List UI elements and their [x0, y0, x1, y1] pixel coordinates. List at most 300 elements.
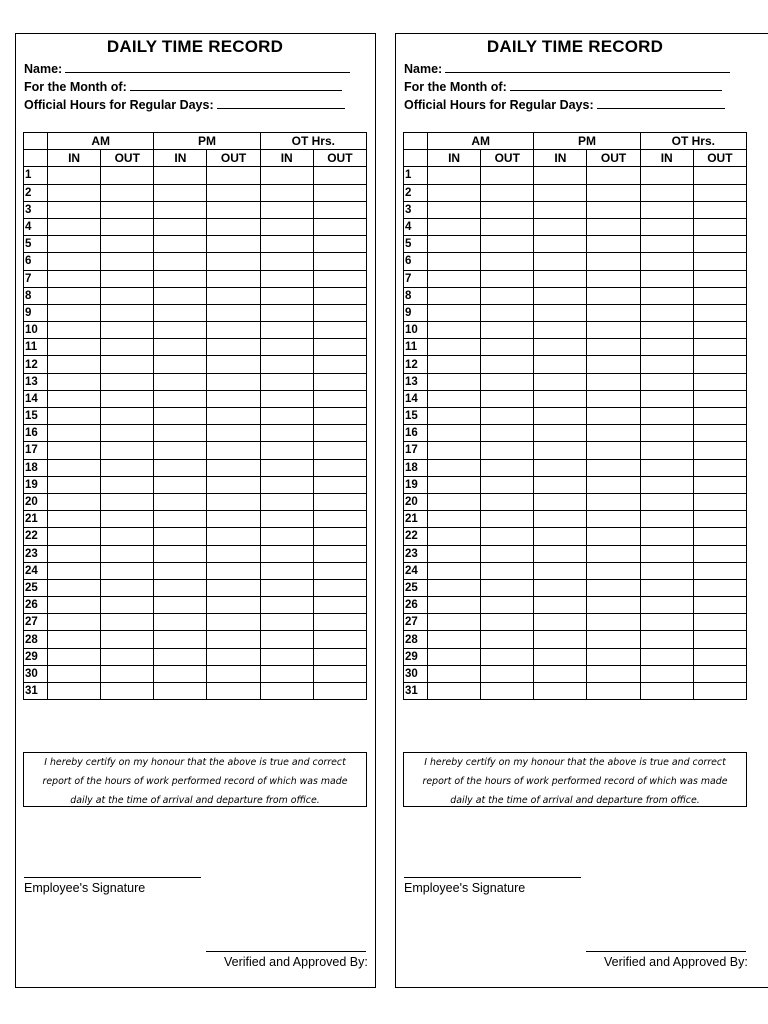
time-entry-cell[interactable]: [207, 631, 260, 648]
time-entry-cell[interactable]: [481, 545, 534, 562]
time-entry-cell[interactable]: [481, 511, 534, 528]
time-entry-cell[interactable]: [640, 253, 693, 270]
time-entry-cell[interactable]: [313, 545, 366, 562]
time-entry-cell[interactable]: [260, 390, 313, 407]
time-entry-cell[interactable]: [534, 442, 587, 459]
time-entry-cell[interactable]: [587, 304, 640, 321]
time-entry-cell[interactable]: [587, 528, 640, 545]
time-entry-cell[interactable]: [154, 339, 207, 356]
time-entry-cell[interactable]: [48, 270, 101, 287]
time-entry-cell[interactable]: [101, 597, 154, 614]
time-entry-cell[interactable]: [48, 322, 101, 339]
time-entry-cell[interactable]: [207, 562, 260, 579]
time-entry-cell[interactable]: [640, 356, 693, 373]
time-entry-cell[interactable]: [154, 493, 207, 510]
time-entry-cell[interactable]: [154, 579, 207, 596]
time-entry-cell[interactable]: [534, 545, 587, 562]
time-entry-cell[interactable]: [313, 167, 366, 184]
time-entry-cell[interactable]: [101, 304, 154, 321]
time-entry-cell[interactable]: [693, 648, 746, 665]
time-entry-cell[interactable]: [101, 253, 154, 270]
time-entry-cell[interactable]: [313, 253, 366, 270]
time-entry-cell[interactable]: [313, 322, 366, 339]
time-entry-cell[interactable]: [587, 665, 640, 682]
time-entry-cell[interactable]: [587, 476, 640, 493]
time-entry-cell[interactable]: [587, 614, 640, 631]
time-entry-cell[interactable]: [693, 511, 746, 528]
time-entry-cell[interactable]: [207, 167, 260, 184]
time-entry-cell[interactable]: [534, 322, 587, 339]
time-entry-cell[interactable]: [693, 253, 746, 270]
time-entry-cell[interactable]: [313, 665, 366, 682]
time-entry-cell[interactable]: [48, 184, 101, 201]
time-entry-cell[interactable]: [481, 322, 534, 339]
time-entry-cell[interactable]: [313, 562, 366, 579]
time-entry-cell[interactable]: [693, 425, 746, 442]
time-entry-cell[interactable]: [154, 408, 207, 425]
time-entry-cell[interactable]: [587, 322, 640, 339]
time-entry-cell[interactable]: [693, 665, 746, 682]
time-entry-cell[interactable]: [101, 218, 154, 235]
time-entry-cell[interactable]: [640, 167, 693, 184]
time-entry-cell[interactable]: [640, 287, 693, 304]
time-entry-cell[interactable]: [534, 476, 587, 493]
time-entry-cell[interactable]: [587, 459, 640, 476]
time-entry-cell[interactable]: [640, 322, 693, 339]
official-hours-blank-line[interactable]: [217, 98, 345, 109]
time-entry-cell[interactable]: [101, 579, 154, 596]
time-entry-cell[interactable]: [587, 631, 640, 648]
time-entry-cell[interactable]: [534, 579, 587, 596]
time-entry-cell[interactable]: [640, 614, 693, 631]
time-entry-cell[interactable]: [48, 562, 101, 579]
time-entry-cell[interactable]: [48, 476, 101, 493]
time-entry-cell[interactable]: [481, 304, 534, 321]
time-entry-cell[interactable]: [207, 493, 260, 510]
time-entry-cell[interactable]: [534, 253, 587, 270]
time-entry-cell[interactable]: [154, 236, 207, 253]
time-entry-cell[interactable]: [534, 597, 587, 614]
time-entry-cell[interactable]: [428, 511, 481, 528]
time-entry-cell[interactable]: [260, 476, 313, 493]
time-entry-cell[interactable]: [101, 201, 154, 218]
time-entry-cell[interactable]: [260, 545, 313, 562]
time-entry-cell[interactable]: [260, 201, 313, 218]
time-entry-cell[interactable]: [428, 201, 481, 218]
time-entry-cell[interactable]: [260, 184, 313, 201]
time-entry-cell[interactable]: [101, 339, 154, 356]
time-entry-cell[interactable]: [481, 648, 534, 665]
time-entry-cell[interactable]: [693, 287, 746, 304]
time-entry-cell[interactable]: [101, 322, 154, 339]
time-entry-cell[interactable]: [587, 579, 640, 596]
time-entry-cell[interactable]: [260, 408, 313, 425]
time-entry-cell[interactable]: [428, 218, 481, 235]
time-entry-cell[interactable]: [640, 201, 693, 218]
time-entry-cell[interactable]: [640, 562, 693, 579]
time-entry-cell[interactable]: [101, 373, 154, 390]
time-entry-cell[interactable]: [207, 597, 260, 614]
time-entry-cell[interactable]: [207, 545, 260, 562]
time-entry-cell[interactable]: [534, 218, 587, 235]
time-entry-cell[interactable]: [534, 184, 587, 201]
time-entry-cell[interactable]: [48, 648, 101, 665]
time-entry-cell[interactable]: [428, 322, 481, 339]
time-entry-cell[interactable]: [260, 511, 313, 528]
time-entry-cell[interactable]: [48, 167, 101, 184]
time-entry-cell[interactable]: [693, 528, 746, 545]
time-entry-cell[interactable]: [313, 270, 366, 287]
time-entry-cell[interactable]: [534, 339, 587, 356]
time-entry-cell[interactable]: [640, 476, 693, 493]
time-entry-cell[interactable]: [48, 631, 101, 648]
time-entry-cell[interactable]: [207, 287, 260, 304]
time-entry-cell[interactable]: [481, 201, 534, 218]
time-entry-cell[interactable]: [260, 683, 313, 700]
time-entry-cell[interactable]: [101, 459, 154, 476]
time-entry-cell[interactable]: [481, 528, 534, 545]
time-entry-cell[interactable]: [154, 528, 207, 545]
time-entry-cell[interactable]: [101, 648, 154, 665]
time-entry-cell[interactable]: [534, 665, 587, 682]
time-entry-cell[interactable]: [587, 236, 640, 253]
time-entry-cell[interactable]: [207, 270, 260, 287]
time-entry-cell[interactable]: [428, 665, 481, 682]
time-entry-cell[interactable]: [481, 442, 534, 459]
time-entry-cell[interactable]: [48, 356, 101, 373]
time-entry-cell[interactable]: [640, 545, 693, 562]
time-entry-cell[interactable]: [640, 270, 693, 287]
time-entry-cell[interactable]: [640, 511, 693, 528]
time-entry-cell[interactable]: [693, 339, 746, 356]
employee-signature-line[interactable]: [404, 877, 581, 878]
time-entry-cell[interactable]: [313, 425, 366, 442]
name-blank-line[interactable]: [65, 62, 350, 73]
month-blank-line[interactable]: [510, 80, 722, 91]
time-entry-cell[interactable]: [48, 614, 101, 631]
time-entry-cell[interactable]: [48, 218, 101, 235]
month-blank-line[interactable]: [130, 80, 342, 91]
time-entry-cell[interactable]: [48, 201, 101, 218]
time-entry-cell[interactable]: [534, 493, 587, 510]
time-entry-cell[interactable]: [313, 493, 366, 510]
time-entry-cell[interactable]: [693, 631, 746, 648]
time-entry-cell[interactable]: [587, 683, 640, 700]
time-entry-cell[interactable]: [260, 648, 313, 665]
time-entry-cell[interactable]: [313, 408, 366, 425]
time-entry-cell[interactable]: [640, 648, 693, 665]
time-entry-cell[interactable]: [587, 287, 640, 304]
time-entry-cell[interactable]: [481, 665, 534, 682]
time-entry-cell[interactable]: [101, 442, 154, 459]
time-entry-cell[interactable]: [534, 648, 587, 665]
time-entry-cell[interactable]: [428, 390, 481, 407]
time-entry-cell[interactable]: [154, 270, 207, 287]
time-entry-cell[interactable]: [428, 562, 481, 579]
time-entry-cell[interactable]: [428, 631, 481, 648]
time-entry-cell[interactable]: [481, 476, 534, 493]
time-entry-cell[interactable]: [101, 683, 154, 700]
time-entry-cell[interactable]: [640, 218, 693, 235]
time-entry-cell[interactable]: [587, 373, 640, 390]
time-entry-cell[interactable]: [481, 683, 534, 700]
time-entry-cell[interactable]: [640, 631, 693, 648]
time-entry-cell[interactable]: [154, 442, 207, 459]
time-entry-cell[interactable]: [101, 287, 154, 304]
time-entry-cell[interactable]: [481, 287, 534, 304]
time-entry-cell[interactable]: [587, 545, 640, 562]
time-entry-cell[interactable]: [428, 476, 481, 493]
time-entry-cell[interactable]: [640, 373, 693, 390]
time-entry-cell[interactable]: [640, 493, 693, 510]
time-entry-cell[interactable]: [587, 597, 640, 614]
time-entry-cell[interactable]: [313, 287, 366, 304]
time-entry-cell[interactable]: [428, 545, 481, 562]
time-entry-cell[interactable]: [154, 665, 207, 682]
time-entry-cell[interactable]: [587, 493, 640, 510]
time-entry-cell[interactable]: [428, 683, 481, 700]
time-entry-cell[interactable]: [693, 167, 746, 184]
time-entry-cell[interactable]: [48, 665, 101, 682]
time-entry-cell[interactable]: [313, 511, 366, 528]
time-entry-cell[interactable]: [207, 528, 260, 545]
time-entry-cell[interactable]: [101, 356, 154, 373]
time-entry-cell[interactable]: [48, 425, 101, 442]
time-entry-cell[interactable]: [428, 373, 481, 390]
time-entry-cell[interactable]: [207, 253, 260, 270]
time-entry-cell[interactable]: [154, 184, 207, 201]
time-entry-cell[interactable]: [207, 304, 260, 321]
time-entry-cell[interactable]: [260, 287, 313, 304]
time-entry-cell[interactable]: [640, 184, 693, 201]
time-entry-cell[interactable]: [154, 218, 207, 235]
time-entry-cell[interactable]: [693, 408, 746, 425]
time-entry-cell[interactable]: [207, 236, 260, 253]
time-entry-cell[interactable]: [481, 459, 534, 476]
time-entry-cell[interactable]: [534, 390, 587, 407]
time-entry-cell[interactable]: [587, 408, 640, 425]
time-entry-cell[interactable]: [587, 201, 640, 218]
time-entry-cell[interactable]: [693, 356, 746, 373]
time-entry-cell[interactable]: [587, 390, 640, 407]
time-entry-cell[interactable]: [260, 562, 313, 579]
time-entry-cell[interactable]: [693, 373, 746, 390]
time-entry-cell[interactable]: [48, 511, 101, 528]
time-entry-cell[interactable]: [481, 631, 534, 648]
time-entry-cell[interactable]: [207, 201, 260, 218]
time-entry-cell[interactable]: [154, 631, 207, 648]
time-entry-cell[interactable]: [154, 253, 207, 270]
time-entry-cell[interactable]: [693, 304, 746, 321]
time-entry-cell[interactable]: [313, 373, 366, 390]
time-entry-cell[interactable]: [260, 528, 313, 545]
time-entry-cell[interactable]: [313, 597, 366, 614]
time-entry-cell[interactable]: [640, 390, 693, 407]
time-entry-cell[interactable]: [693, 597, 746, 614]
time-entry-cell[interactable]: [534, 373, 587, 390]
time-entry-cell[interactable]: [260, 167, 313, 184]
time-entry-cell[interactable]: [154, 614, 207, 631]
time-entry-cell[interactable]: [48, 528, 101, 545]
time-entry-cell[interactable]: [48, 339, 101, 356]
time-entry-cell[interactable]: [154, 562, 207, 579]
time-entry-cell[interactable]: [313, 476, 366, 493]
time-entry-cell[interactable]: [260, 339, 313, 356]
time-entry-cell[interactable]: [207, 511, 260, 528]
time-entry-cell[interactable]: [693, 614, 746, 631]
time-entry-cell[interactable]: [428, 339, 481, 356]
time-entry-cell[interactable]: [587, 270, 640, 287]
time-entry-cell[interactable]: [640, 683, 693, 700]
time-entry-cell[interactable]: [48, 408, 101, 425]
time-entry-cell[interactable]: [207, 373, 260, 390]
time-entry-cell[interactable]: [154, 511, 207, 528]
time-entry-cell[interactable]: [534, 562, 587, 579]
time-entry-cell[interactable]: [154, 597, 207, 614]
time-entry-cell[interactable]: [207, 648, 260, 665]
time-entry-cell[interactable]: [428, 648, 481, 665]
time-entry-cell[interactable]: [48, 545, 101, 562]
time-entry-cell[interactable]: [101, 476, 154, 493]
time-entry-cell[interactable]: [693, 201, 746, 218]
time-entry-cell[interactable]: [260, 631, 313, 648]
time-entry-cell[interactable]: [48, 236, 101, 253]
time-entry-cell[interactable]: [207, 322, 260, 339]
time-entry-cell[interactable]: [101, 408, 154, 425]
time-entry-cell[interactable]: [154, 545, 207, 562]
time-entry-cell[interactable]: [260, 579, 313, 596]
time-entry-cell[interactable]: [481, 218, 534, 235]
time-entry-cell[interactable]: [693, 270, 746, 287]
time-entry-cell[interactable]: [640, 459, 693, 476]
time-entry-cell[interactable]: [693, 390, 746, 407]
time-entry-cell[interactable]: [428, 493, 481, 510]
time-entry-cell[interactable]: [481, 270, 534, 287]
time-entry-cell[interactable]: [640, 597, 693, 614]
time-entry-cell[interactable]: [587, 184, 640, 201]
time-entry-cell[interactable]: [48, 579, 101, 596]
name-blank-line[interactable]: [445, 62, 730, 73]
time-entry-cell[interactable]: [313, 459, 366, 476]
time-entry-cell[interactable]: [534, 683, 587, 700]
time-entry-cell[interactable]: [101, 167, 154, 184]
time-entry-cell[interactable]: [534, 236, 587, 253]
time-entry-cell[interactable]: [48, 683, 101, 700]
time-entry-cell[interactable]: [207, 579, 260, 596]
time-entry-cell[interactable]: [693, 459, 746, 476]
time-entry-cell[interactable]: [154, 390, 207, 407]
time-entry-cell[interactable]: [640, 425, 693, 442]
time-entry-cell[interactable]: [428, 579, 481, 596]
employee-signature-line[interactable]: [24, 877, 201, 878]
time-entry-cell[interactable]: [693, 562, 746, 579]
time-entry-cell[interactable]: [693, 476, 746, 493]
time-entry-cell[interactable]: [428, 304, 481, 321]
time-entry-cell[interactable]: [481, 253, 534, 270]
time-entry-cell[interactable]: [313, 528, 366, 545]
time-entry-cell[interactable]: [48, 304, 101, 321]
time-entry-cell[interactable]: [587, 167, 640, 184]
time-entry-cell[interactable]: [207, 425, 260, 442]
time-entry-cell[interactable]: [428, 236, 481, 253]
time-entry-cell[interactable]: [48, 373, 101, 390]
time-entry-cell[interactable]: [48, 442, 101, 459]
time-entry-cell[interactable]: [481, 373, 534, 390]
time-entry-cell[interactable]: [428, 425, 481, 442]
time-entry-cell[interactable]: [207, 408, 260, 425]
time-entry-cell[interactable]: [534, 631, 587, 648]
time-entry-cell[interactable]: [154, 459, 207, 476]
time-entry-cell[interactable]: [207, 390, 260, 407]
time-entry-cell[interactable]: [313, 339, 366, 356]
time-entry-cell[interactable]: [640, 339, 693, 356]
time-entry-cell[interactable]: [207, 665, 260, 682]
time-entry-cell[interactable]: [101, 631, 154, 648]
time-entry-cell[interactable]: [101, 425, 154, 442]
time-entry-cell[interactable]: [260, 459, 313, 476]
time-entry-cell[interactable]: [481, 356, 534, 373]
time-entry-cell[interactable]: [640, 304, 693, 321]
time-entry-cell[interactable]: [101, 236, 154, 253]
time-entry-cell[interactable]: [693, 493, 746, 510]
time-entry-cell[interactable]: [48, 287, 101, 304]
time-entry-cell[interactable]: [207, 614, 260, 631]
time-entry-cell[interactable]: [313, 236, 366, 253]
time-entry-cell[interactable]: [428, 270, 481, 287]
time-entry-cell[interactable]: [693, 184, 746, 201]
time-entry-cell[interactable]: [207, 476, 260, 493]
time-entry-cell[interactable]: [154, 425, 207, 442]
time-entry-cell[interactable]: [48, 493, 101, 510]
time-entry-cell[interactable]: [260, 665, 313, 682]
time-entry-cell[interactable]: [48, 390, 101, 407]
time-entry-cell[interactable]: [587, 356, 640, 373]
time-entry-cell[interactable]: [313, 614, 366, 631]
time-entry-cell[interactable]: [260, 270, 313, 287]
time-entry-cell[interactable]: [428, 597, 481, 614]
time-entry-cell[interactable]: [428, 442, 481, 459]
time-entry-cell[interactable]: [48, 597, 101, 614]
time-entry-cell[interactable]: [313, 356, 366, 373]
time-entry-cell[interactable]: [313, 218, 366, 235]
time-entry-cell[interactable]: [481, 579, 534, 596]
time-entry-cell[interactable]: [48, 459, 101, 476]
time-entry-cell[interactable]: [640, 236, 693, 253]
time-entry-cell[interactable]: [481, 167, 534, 184]
time-entry-cell[interactable]: [154, 476, 207, 493]
time-entry-cell[interactable]: [313, 304, 366, 321]
time-entry-cell[interactable]: [207, 184, 260, 201]
time-entry-cell[interactable]: [534, 304, 587, 321]
time-entry-cell[interactable]: [207, 442, 260, 459]
time-entry-cell[interactable]: [693, 545, 746, 562]
time-entry-cell[interactable]: [481, 614, 534, 631]
time-entry-cell[interactable]: [101, 270, 154, 287]
time-entry-cell[interactable]: [207, 459, 260, 476]
time-entry-cell[interactable]: [587, 442, 640, 459]
time-entry-cell[interactable]: [640, 665, 693, 682]
time-entry-cell[interactable]: [534, 408, 587, 425]
time-entry-cell[interactable]: [48, 253, 101, 270]
time-entry-cell[interactable]: [481, 597, 534, 614]
time-entry-cell[interactable]: [154, 373, 207, 390]
time-entry-cell[interactable]: [428, 408, 481, 425]
time-entry-cell[interactable]: [534, 270, 587, 287]
time-entry-cell[interactable]: [693, 218, 746, 235]
time-entry-cell[interactable]: [587, 339, 640, 356]
time-entry-cell[interactable]: [693, 683, 746, 700]
time-entry-cell[interactable]: [587, 511, 640, 528]
